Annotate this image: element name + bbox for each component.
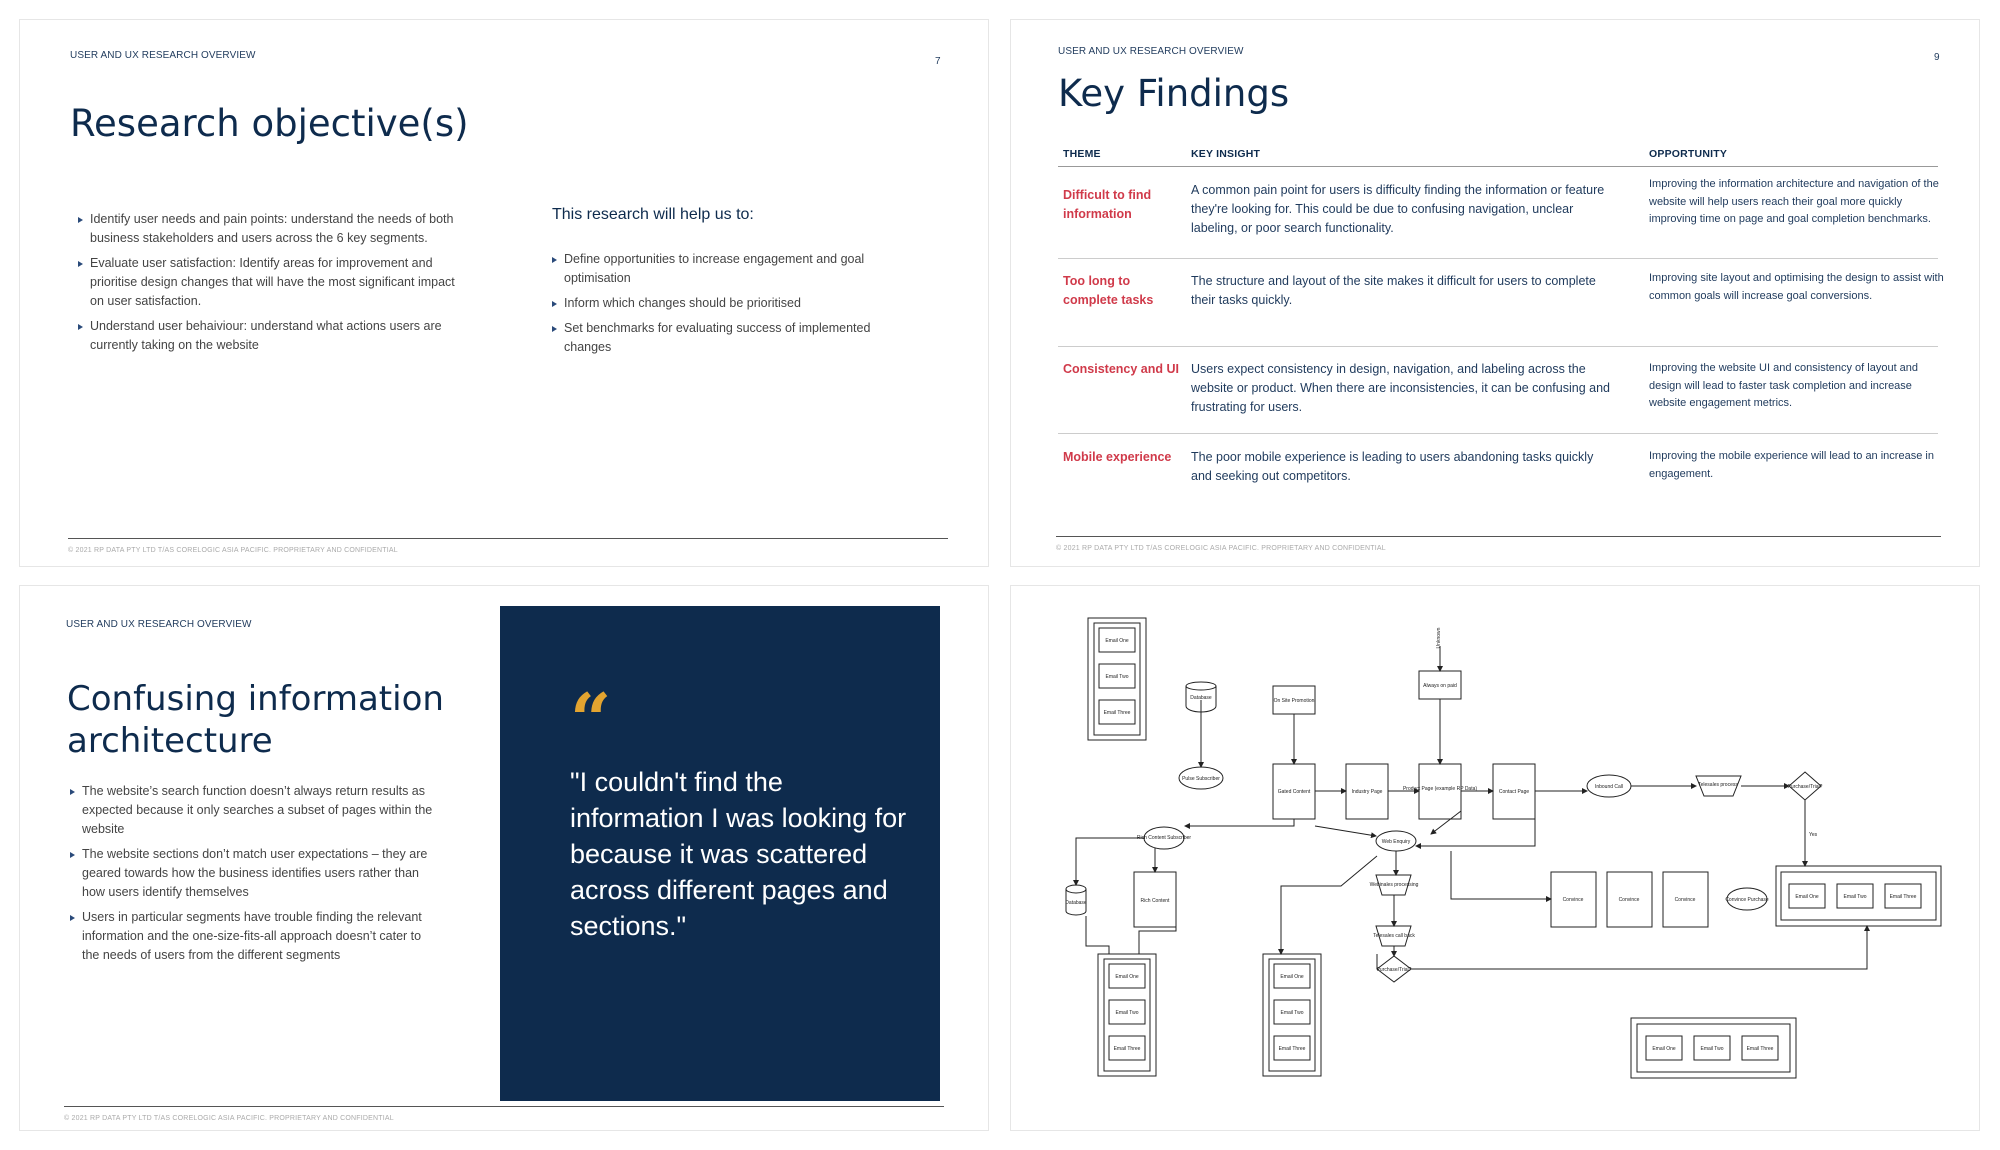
diagram-label: Email One (1652, 1046, 1676, 1052)
opportunity-cell: Improving the information architecture and navigation of the website will help users reach their goal more quickly improving time on page and goal completion benchmarks. (1649, 178, 1939, 225)
diagram-label: Email One (1280, 974, 1304, 980)
diagram-label: Email Three (1746, 1046, 1774, 1052)
diagram-label: Email One (1795, 894, 1819, 900)
insight-cell: A common pain point for users is difficulty finding the information or feature they're looking for. This could be due to confusing navigation, unclear labeling, or poor search functionality. (1191, 183, 1605, 235)
footer-copyright: © 2021 RP DATA PTY LTD T/AS CORELOGIC ASIA PACIFIC. PROPRIETARY AND CONFIDENTIAL (68, 547, 398, 554)
slide-title-line: architecture (67, 721, 273, 761)
diagram-label: Convince (1674, 897, 1696, 903)
insight-cell: The structure and layout of the site makes it difficult for users to complete their tasks quickly. (1191, 274, 1596, 307)
opportunity-cell: Improving site layout and optimising the design to assist with common goals will increase goal conversions. (1649, 272, 1944, 302)
page-number: 7 (935, 56, 941, 67)
help-item: Define opportunities to increase engagement and goal optimisation (552, 250, 912, 288)
diagram-label: Web Enquiry (1381, 839, 1411, 845)
diagram-label: Email Three (1113, 1046, 1141, 1052)
diagram-label: Industry Page (1351, 789, 1383, 795)
diagram-label: Email Two (1843, 894, 1867, 900)
row-divider (1058, 346, 1938, 347)
objective-list (78, 210, 458, 361)
quote-panel (500, 606, 940, 1101)
diagram-label: Email Three (1278, 1046, 1306, 1052)
table-header-rule (1058, 166, 1938, 167)
theme-cell: Consistency and UI (1063, 362, 1179, 376)
user-flow-diagram (1011, 586, 1981, 1132)
slide-user-flow-diagram (1010, 585, 1980, 1131)
diagram-label: Telesales process (1698, 782, 1738, 788)
insight-cell: The poor mobile experience is leading to users abandoning tasks quickly and seeking out competitors. (1191, 450, 1594, 483)
user-quote: "I couldn't find the information I was looking for because it was scattered across different pages and sections." (570, 767, 907, 941)
theme-cell: Mobile experience (1063, 450, 1172, 464)
diagram-label: Email Two (1105, 674, 1129, 680)
column-header-insight: KEY INSIGHT (1191, 148, 1261, 160)
diagram-label: Convince (1618, 897, 1640, 903)
page-number: 9 (1934, 52, 1940, 63)
row-divider (1058, 433, 1938, 434)
diagram-label: Email One (1115, 974, 1139, 980)
diagram-label: Email Two (1700, 1046, 1724, 1052)
footer-divider (68, 538, 948, 539)
help-item: Set benchmarks for evaluating success of implemented changes (552, 319, 912, 357)
diagram-label: Always on paid (1423, 683, 1457, 689)
finding-list (70, 782, 440, 971)
footer-copyright: © 2021 RP DATA PTY LTD T/AS CORELOGIC ASIA PACIFIC. PROPRIETARY AND CONFIDENTIAL (1056, 545, 1386, 552)
diagram-label: Email Two (1115, 1010, 1139, 1016)
diagram-label: Email Three (1889, 894, 1917, 900)
footer-copyright: © 2021 RP DATA PTY LTD T/AS CORELOGIC ASIA PACIFIC. PROPRIETARY AND CONFIDENTIAL (64, 1115, 394, 1122)
diagram-label: Contact Page (1498, 789, 1530, 795)
finding-item: The website sections don’t match user expectations – they are geared towards how the business identifies users rather than how users identify themselves (70, 845, 440, 902)
diagram-label: Purchase/Trial? (1787, 784, 1823, 790)
slide-title-line: Confusing information (67, 679, 444, 719)
slide-title: Research objective(s) (70, 102, 469, 145)
opportunity-cell: Improving the mobile experience will lead to an increase in engagement. (1649, 450, 1934, 480)
diagram-label: Purchase/Trial? (1376, 967, 1412, 973)
help-list (552, 250, 912, 363)
slide-header: USER AND UX RESEARCH OVERVIEW (70, 50, 256, 61)
objective-item: Evaluate user satisfaction: Identify areas for improvement and prioritise design changes that will have the most significant impact on user satisfaction. (78, 254, 458, 311)
diagram-label: Database (1190, 695, 1212, 701)
diagram-label: Product Page (example RP Data) (1402, 786, 1478, 792)
objective-item: Identify user needs and pain points: understand the needs of both business stakeholders and users across the 6 key segments. (78, 210, 458, 248)
help-item: Inform which changes should be prioritised (552, 294, 912, 313)
slide-title: Key Findings (1058, 72, 1290, 115)
theme-cell: Too long to complete tasks (1063, 274, 1154, 307)
diagram-label: Rich Content Subscriber (1136, 835, 1192, 841)
finding-item: The website’s search function doesn’t always return results as expected because it only searches a subset of pages within the website (70, 782, 440, 839)
slide-confusing-ia (19, 585, 989, 1131)
diagram-label: Telesales call back (1373, 933, 1415, 939)
diagram-label: Yes (1809, 832, 1818, 838)
slide-title (67, 678, 444, 762)
slide-key-findings (1010, 19, 1980, 567)
finding-item: Users in particular segments have trouble finding the relevant information and the one-size-fits-all approach doesn’t cater to the needs of users from the different segments (70, 908, 440, 965)
diagram-label: Inbound Call (1594, 784, 1624, 790)
diagram-label: Webinales processing (1369, 882, 1419, 888)
insight-cell: Users expect consistency in design, navigation, and labeling across the website or product. When there are inconsistencies, it can be confusing and frustrating for users. (1191, 362, 1610, 414)
slide-research-objectives (19, 19, 989, 567)
diagram-label: Convince Purchase (1725, 897, 1769, 903)
slide-header: USER AND UX RESEARCH OVERVIEW (66, 619, 252, 630)
column-header-opportunity: OPPORTUNITY (1649, 148, 1728, 160)
slide-header: USER AND UX RESEARCH OVERVIEW (1058, 46, 1244, 57)
objective-item: Understand user behaiviour: understand what actions users are currently taking on the website (78, 317, 458, 355)
diagram-label: On Site Promotion (1273, 698, 1315, 704)
diagram-label: Unknown (1436, 627, 1442, 649)
column-header-theme: THEME (1063, 148, 1101, 160)
opportunity-cell: Improving the website UI and consistency of layout and design will lead to faster task completion and increase website engagement metrics. (1649, 362, 1919, 409)
diagram-label: Rich Content (1140, 898, 1170, 904)
row-divider (1058, 258, 1938, 259)
theme-cell: Difficult to find information (1063, 188, 1152, 221)
footer-divider (1056, 536, 1941, 537)
diagram-label: Email Three (1103, 710, 1131, 716)
diagram-label: Pulse Subscriber (1182, 776, 1220, 782)
help-heading: This research will help us to: (552, 206, 754, 223)
footer-divider (64, 1106, 944, 1107)
diagram-label: Email One (1105, 638, 1129, 644)
diagram-label: Database (1065, 900, 1087, 906)
diagram-label: Convince (1562, 897, 1584, 903)
quote-mark-icon: “ (570, 677, 612, 762)
diagram-label: Gated Content (1277, 789, 1311, 795)
diagram-label: Email Two (1280, 1010, 1304, 1016)
